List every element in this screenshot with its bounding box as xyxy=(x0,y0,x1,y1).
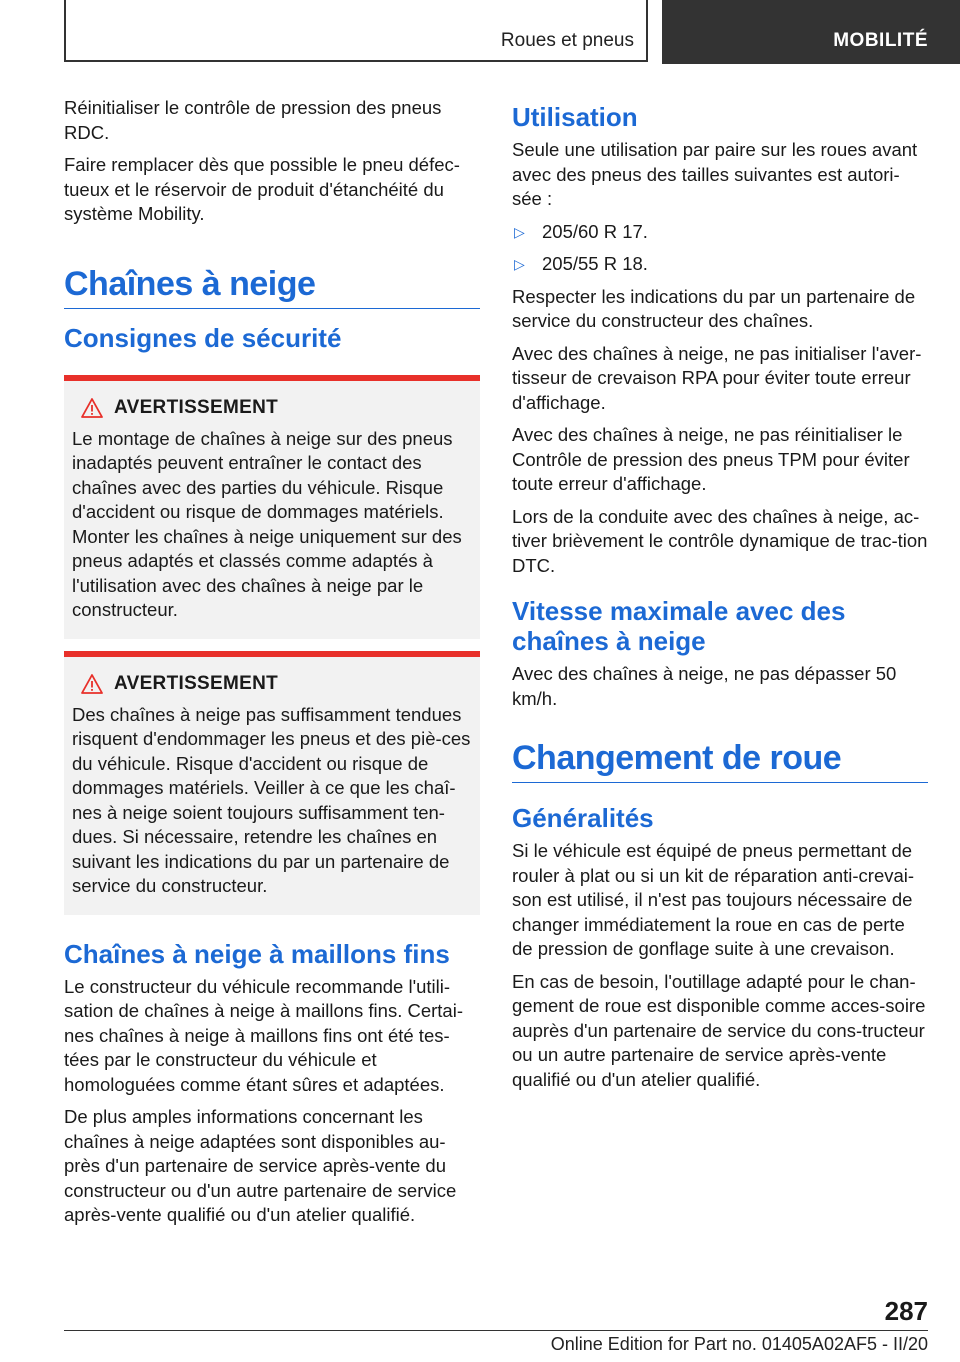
warning-header xyxy=(72,673,472,695)
edition-footer: Online Edition for Part no. 01405A02AF5 - II/20 xyxy=(550,1334,928,1354)
tire-size: 205/55 R 18. xyxy=(542,253,648,274)
usage-paragraph-3: Avec des chaînes à neige, ne pas initialiser l'aver-tisseur de crevaison RPA pour éviter toute erreur d'affichage. xyxy=(512,342,922,413)
heading-max-speed: Vitesse maximale avec des chaînes à neige xyxy=(512,596,846,656)
page-header xyxy=(0,0,960,66)
warning-title: AVERTISSEMENT xyxy=(114,396,279,418)
warning-triangle-icon xyxy=(72,673,112,695)
left-column xyxy=(64,96,480,1236)
list-item xyxy=(512,220,928,245)
warning-header xyxy=(72,397,472,419)
usage-paragraph-2: Respecter les indications du par un partenaire de service du constructeur des chaînes. xyxy=(512,285,916,331)
footer-divider xyxy=(64,1330,928,1331)
speed-paragraph: Avec des chaînes à neige, ne pas dépasser 50 km/h. xyxy=(512,663,897,709)
list-item xyxy=(512,252,928,277)
fine-paragraph-1: Le constructeur du véhicule recommande l'utili-sation de chaînes à neige à maillons fins. Certai-nes chaînes à neige à maillons fins ont été tes-tées par le constructeur du véhicule et homologuées comme étant sûres et adaptées. xyxy=(64,975,463,1095)
intro-paragraph-1: Réinitialiser le contrôle de pression des pneus RDC. xyxy=(64,97,442,143)
general-paragraph-2: En cas de besoin, l'outillage adapté pour le chan-gement de roue est disponible comme acces-soire auprès d'un partenaire de service du cons-tructeur ou un autre partenaire de service après-vente qualifié ou d'un atelier qualifié. xyxy=(512,970,926,1090)
triangle-bullet-icon: ▷ xyxy=(514,223,525,240)
warning-box-1 xyxy=(64,375,480,639)
warning-box-2 xyxy=(64,651,480,915)
right-column xyxy=(512,96,928,1100)
fine-paragraph-2: De plus amples informations concernant les chaînes à neige adaptées sont disponibles au-près d'un partenaire de service après-vente du constructeur ou d'un autre partenaire de service après-vente qualifié ou d'un atelier qualifié. xyxy=(64,1106,457,1225)
warning-text: Le montage de chaînes à neige sur des pneus inadaptés peuvent entraîner le contact des chaînes avec des parties du véhicule. Risque d'accident ou risque de dommages matériels. Monter les chaînes à neige uniquement sur des pneus adaptés et classés comme adaptés à l'utilisation avec des chaînes à neige par le constructeur. xyxy=(72,427,462,620)
intro-paragraph-2: Faire remplacer dès que possible le pneu défec-tueux et le réservoir de produit d'étanchéité du système Mobility. xyxy=(64,154,460,224)
tire-size: 205/60 R 17. xyxy=(542,220,648,242)
tire-size-list xyxy=(512,220,928,277)
usage-paragraph-4: Avec des chaînes à neige, ne pas réinitialiser le Contrôle de pression des pneus TPM pour éviter toute erreur d'affichage. xyxy=(512,424,910,494)
warning-title: AVERTISSEMENT xyxy=(114,672,279,694)
usage-paragraph-5: Lors de la conduite avec des chaînes à neige, ac-tiver brièvement le contrôle dynamique de trac-tion DTC. xyxy=(512,505,928,576)
heading-snow-chains: Chaînes à neige xyxy=(64,265,480,309)
heading-wheel-change: Changement de roue xyxy=(512,739,928,783)
heading-fine-link-chains: Chaînes à neige à maillons fins xyxy=(64,938,450,969)
page-number: 287 xyxy=(884,1296,928,1326)
general-paragraph-1: Si le véhicule est équipé de pneus permettant de rouler à plat ou si un kit de réparation anti-crevai-son est utilisé, il n'est pas toujours nécessaire de changer immédiatement la roue en cas de perte de pression de gonflage suite à une crevaison. xyxy=(512,840,915,959)
chapter-title: MOBILITÉ xyxy=(833,30,928,51)
section-title: Roues et pneus xyxy=(500,30,634,51)
heading-usage: Utilisation xyxy=(512,102,638,132)
usage-paragraph-1: Seule une utilisation par paire sur les roues avant avec des pneus des tailles suivantes est autori-sée : xyxy=(512,139,918,209)
warning-text: Des chaînes à neige pas suffisamment tendues risquent d'endommager les pneus et des piè-ces du véhicule. Risque d'accident ou risque de dommages matériels. Veiller à ce que les chaî-nes à neige soient toujours suffisamment ten-dues. Si nécessaire, retendre les chaînes en suivant les indications du par un partenaire de service du constructeur. xyxy=(72,703,471,896)
triangle-bullet-icon: ▷ xyxy=(514,256,525,272)
section-tab xyxy=(64,0,648,62)
warning-triangle-icon xyxy=(72,397,112,419)
heading-safety: Consignes de sécurité xyxy=(64,322,342,353)
chapter-tab xyxy=(662,0,960,64)
heading-general: Généralités xyxy=(512,803,654,833)
